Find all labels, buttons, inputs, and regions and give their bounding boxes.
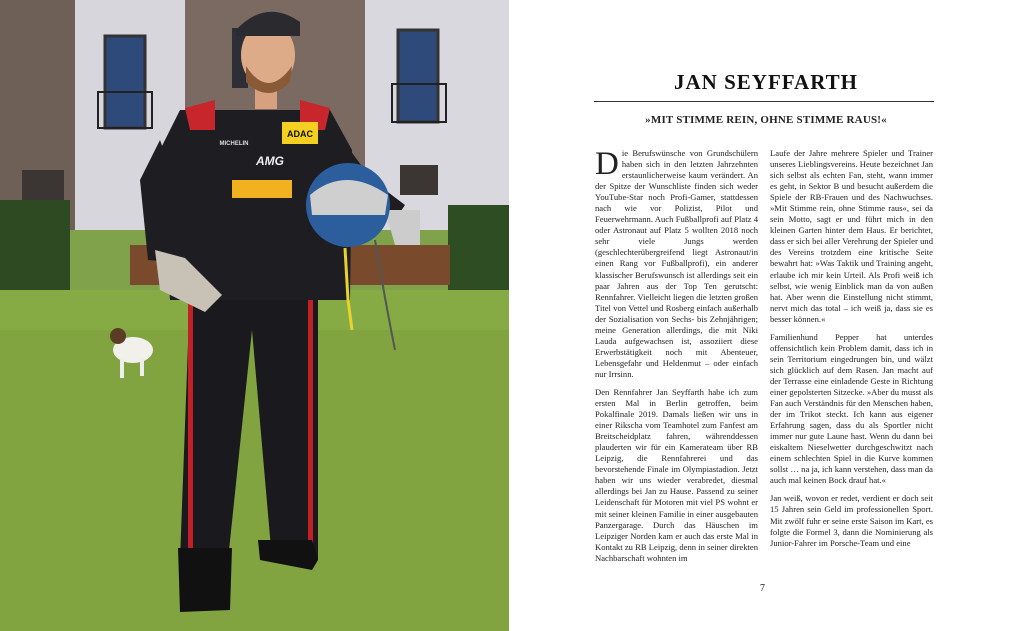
amg-logo-text: AMG xyxy=(256,154,284,168)
window-lower-right xyxy=(400,165,438,195)
dog-leg xyxy=(120,358,124,378)
window-right xyxy=(398,30,438,122)
title-rule xyxy=(594,101,934,102)
drop-cap: D xyxy=(595,146,619,182)
suit-stripe xyxy=(308,300,313,555)
dog-head xyxy=(110,328,126,344)
suit-stripe xyxy=(188,300,193,555)
text-column-left xyxy=(595,148,758,571)
dog-leg xyxy=(140,358,144,376)
article-title: JAN SEYFFARTH xyxy=(674,70,858,94)
racing-boot-left xyxy=(178,548,232,612)
cartoon-logo-patch xyxy=(232,180,292,198)
sponsor-text: MICHELIN xyxy=(219,141,249,147)
driver-portrait-illustration xyxy=(0,0,509,631)
paragraph: Jan weiß, wovon er redet, verdient er doch seit 15 Jahren sein Geld im professionellen Sport. Mit zwölf fuhr er seine erste Saison im Kart, es folgte die Formel 3, dann die Nominierung als Junior-Fahrer im Porsche-Team und eine xyxy=(770,493,933,548)
article-subtitle: »MIT STIMME REIN, OHNE STIMME RAUS!« xyxy=(645,114,887,126)
cover-photo xyxy=(0,0,509,631)
paragraph: Die Berufswünsche von Grundschülern haben sich in den letzten Jahrzehnten erstaunlicherweise kaum verändert. An der Spitze der Wunschliste finden sich weder YouTube-Star noch Profi-Gamer, stattdessen nach wie vor Polizist, Pilot und Feuerwehrmann. Auch Fußballprofi auf Platz 4 oder Astronaut auf Platz 5 wollten 2018 noch sehr viele Jungs werden (geschlechterübergreifend liegt Astronaut/in einen Rang vor Fußballprofi), ein anderer klassischer Berufswunsch ist allerdings seit ein paar Jahren aus der Top Ten gerutscht: Rennfahrer. Vielleicht liegen die letzten großen Titel von Vettel und Rosberg einfach außerhalb der Sozialisation von Sechs- bis Zehnjährigen; meine Generation allerdings, die mit Niki Lauda aufgewachsen ist, assoziiert diese Erwerbstätigkeit noch mit Abenteuer, Lebensgefahr und Heldenmut – oder einfach nur Irrsinn. xyxy=(595,146,758,379)
paragraph: Familienhund Pepper hat unterdes offensichtlich kein Problem damit, dass ich in sein Territorium eingedrungen bin, und wälzt sich glücklich auf dem Rasen. Jan macht auf der Terrasse eine einladende Geste in Richtung einer gepolsterten Sitzecke. »Aber du musst als Fan auch Verständnis für den Menschen haben, der im Trikot steckt. Ich kann aus eigener Erfahrung sagen, dass du als Sportler nicht immer nur gute Laune hast. Wenn du dann bei eiskaltem Nieselwetter durchgeschwitzt nach einem schlechten Spiel in die Kurve kommen sollst … na ja, ich kann verstehen, dass man da auch mal keinen Bock drauf hat.« xyxy=(770,331,933,486)
lawn-shade xyxy=(0,330,509,631)
article-page xyxy=(512,0,1020,631)
window-left xyxy=(105,36,145,128)
page-number: 7 xyxy=(760,583,765,594)
text-column-right xyxy=(770,148,933,556)
paragraph: Laufe der Jahre mehrere Spieler und Trainer unseres Lieblingsvereins. Heute bezeichnet Jan sich selbst als echten Fan, steht, wann immer es geht, in Sektor B und besucht außerdem die Spiele der RB-Frauen und des Nachwuchses. »Mit Stimme rein, ohne Stimme raus«, sei da sein Motto, sagt er und führt mich in den kleinen Garten hinter dem Haus. Er berichtet, dass er sich bei aller Verehrung der Spieler und des Vereins trotzdem eine kritische Seite bewahrt hat: »Was Taktik und Training angeht, erlaube ich mir kein Urteil. Als Profi weiß ich selbst, wie wenig Einblick man da von außen hat. Aber wenn die Einstellung nicht stimmt, nervt mich das total – ich weiß ja, dass sie es besser können.« xyxy=(770,148,933,324)
adac-badge-text: ADAC xyxy=(287,129,313,139)
glove-right xyxy=(385,210,420,245)
paragraph: Den Rennfahrer Jan Seyffarth habe ich zum ersten Mal in Berlin getroffen, beim Pokalfinale 2019. Damals ließen wir uns in einer Rikscha vom Teamhotel zum Fanfest am Breitscheidplatz fahren, währenddessen plauderten wir für ein Kamerateam über RB Leipzig, die Rennfahrerei und das bevorstehende Finale im Olympiastadion. Jetzt haben wir uns wieder verabredet, diesmal allerdings bei Jan zu Hause. Passend zu seiner Leidenschaft für Motoren mit viel PS wohnt er mit seiner kleinen Familie in einer ausgebauten Panzergarage. Durch das Häuschen im Leipziger Norden kam er auch das erste Mal in Kontakt zu RB Leipzig, denn in seiner direkten Nachbarschaft wohnten im xyxy=(595,386,758,563)
